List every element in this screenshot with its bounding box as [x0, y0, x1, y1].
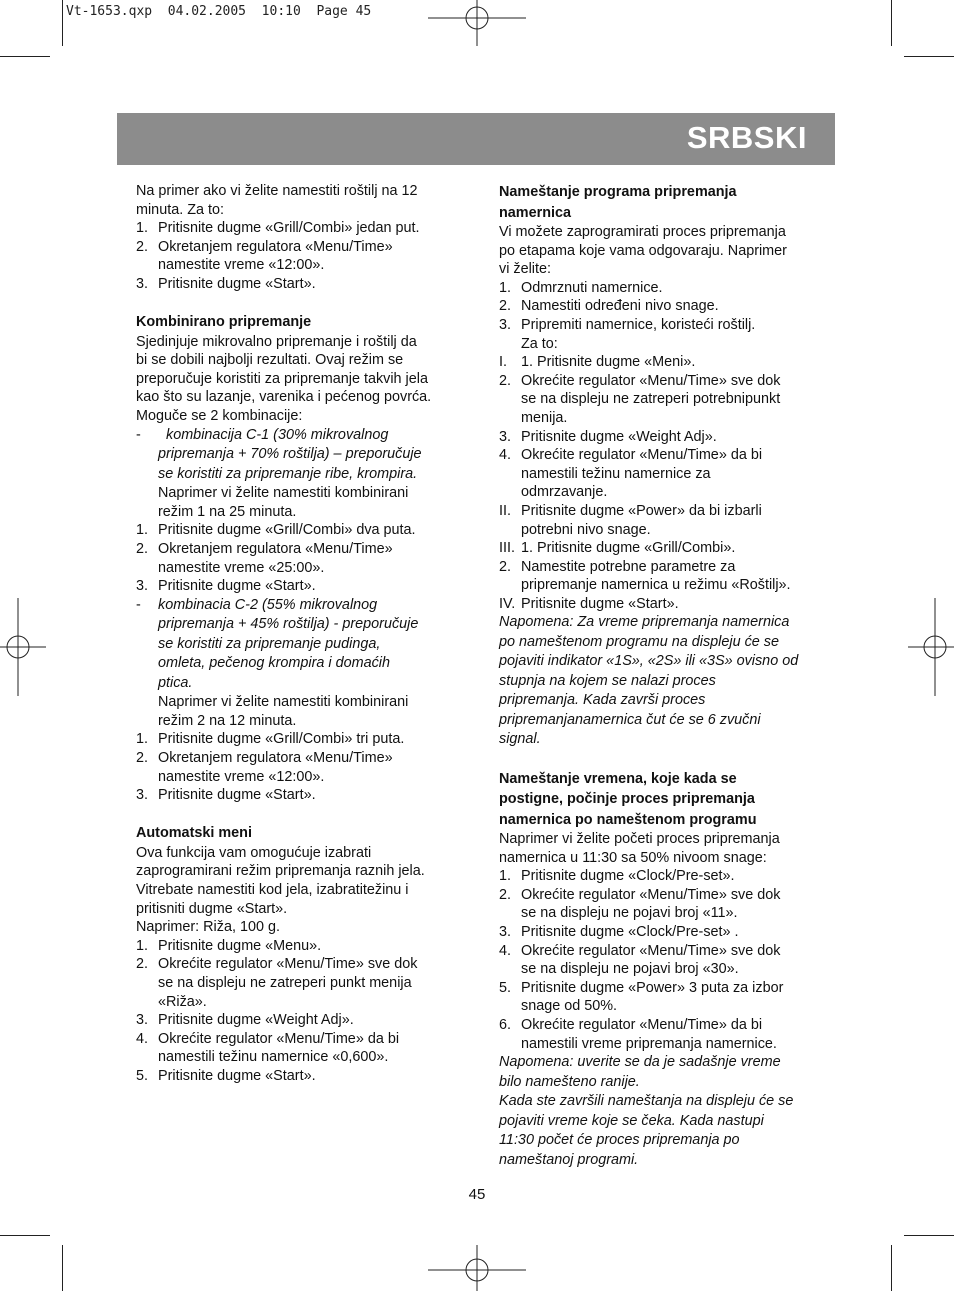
list-item: se na displeju ne zatreperi potrebnipunkt [521, 391, 781, 408]
list-item: 4. Okrećite regulator «Menu/Time» sve dok [499, 942, 781, 959]
list-item: 2. Namestiti određeni nivo snage. [499, 298, 719, 315]
combination-c2: - kombinacia C-2 (55% mikrovalnog pripremanja + 45% roštilja) - preporučuje se koristiti za pripremanje pudinga, omleta, pečenog krompira i domaćih ptica. [136, 596, 419, 691]
registration-mark-icon [428, 0, 526, 46]
registration-mark-icon [0, 598, 46, 696]
section-heading: Automatski meni [136, 825, 252, 842]
list-item: namestili težinu namernice za [521, 465, 711, 482]
list-item: 2. Namestite potrebne parametre za [499, 558, 736, 575]
list-item: se na displeju ne zatreperi punkt menija [158, 975, 412, 991]
list-item: 2. Okrećite regulator «Menu/Time» sve dok [499, 372, 781, 389]
list-item: 4. Okrećite regulator «Menu/Time» da bi [136, 1030, 400, 1047]
prog-text: Vi možete zaprogramirati proces pripremanja po etapama koje vama odgovaraju. Naprimer vi želite: [499, 224, 787, 278]
list-item: namestite vreme «25:00». [158, 559, 325, 576]
list-item: 1. Pritisnite dugme «Clock/Pre-set». [499, 868, 735, 885]
note-program: Napomena: Za vreme pripremanja namernica po nameštenom programu na displeju će se pojaviti indikator «1S», «2S» ili «3S» ovisno od stupnja na kojem se nalazi proces pripremanja. Kada završi proces pripremanjanamernica čut će se 6 zvučni signal. [499, 614, 799, 748]
banner-title: SRBSKI [686, 120, 807, 155]
steps-list-2 [136, 521, 458, 595]
section-heading: Kombinirano pripremanje [136, 314, 312, 331]
steps-list-3 [136, 730, 458, 804]
text-line: Na primer ako vi želite namestiti roštilj na 12 [136, 183, 418, 199]
auto-text: Ova funkcija vam omogućuje izabrati zaprogramirani režim pripremanja raznih jela. Vitrebate namestiti kod jela, izabratitežinu i pritisniti dugme «Start». Naprimer: Riža, 100 g. [136, 844, 425, 936]
list-item: Za to: [521, 335, 558, 352]
print-slug: Vt-1653.qxp 04.02.2005 10:10 Page 45 [66, 4, 372, 19]
crop-mark [0, 56, 50, 57]
intro-text [136, 182, 458, 219]
right-column [499, 182, 819, 1170]
combination-c1: - kombinacija C-1 (30% mikrovalnog pripremanja + 70% roštilja) – preporučuje se koristiti za pripremanje ribe, krompira. [136, 426, 422, 482]
program-steps-list [499, 279, 819, 614]
list-item: namestili vreme pripremanja namernice. [521, 1035, 777, 1052]
list-item: pripremanje namernica u režimu «Roštilj». [521, 577, 791, 594]
text-line: minuta. Za to: [136, 201, 224, 218]
section-heading: Nameštanje vremena, koje kada se [499, 770, 737, 787]
list-item: se na displeju ne pojavi broj «11». [521, 905, 738, 922]
crop-mark [62, 0, 63, 46]
crop-mark [904, 56, 954, 57]
list-item: 1. Odmrznuti namernice. [499, 279, 663, 296]
list-item: snage od 50%. [521, 998, 618, 1015]
list-item: 3. Pripremiti namernice, koristeći roštilj. [499, 316, 756, 333]
list-item: 3. Pritisnite dugme «Weight Adj». [136, 1012, 354, 1029]
section-heading: postigne, počinje proces pripremanja [499, 791, 755, 808]
section-heading: namernica [499, 204, 571, 221]
language-banner [117, 113, 835, 165]
list-item: «Riža». [158, 993, 207, 1010]
list-item: 5. Pritisnite dugme «Start». [136, 1067, 316, 1084]
list-item: 1. Pritisnite dugme «Menu». [136, 937, 322, 954]
list-item: se na displeju ne pojavi broj «30». [521, 961, 739, 978]
list-item: II. Pritisnite dugme «Power» da bi izbarli [499, 502, 762, 519]
note-time: Napomena: uverite se da je sadašnje vreme bilo namešteno ranije. Kada ste završili nameštanja na displeju će se pojaviti vreme koje se čeka. Kada nastupi 11:30 počet će proces pripremanja po nameštanoj programi. [499, 1054, 794, 1168]
list-item: 1. Pritisnite dugme «Grill/Combi» jedan put. [136, 220, 420, 237]
registration-mark-icon [908, 598, 954, 696]
list-item: 4. Okrećite regulator «Menu/Time» da bi [499, 447, 763, 464]
time-steps-list [499, 867, 819, 1053]
list-item: 6. Okrećite regulator «Menu/Time» da bi [499, 1017, 763, 1033]
time-text: Naprimer vi želite početi proces pripremanja namernica u 11:30 sa 50% nivoom snage: [499, 831, 780, 866]
registration-mark-icon [428, 1245, 526, 1291]
steps-list-1 [136, 219, 458, 293]
crop-mark [62, 1245, 63, 1291]
list-item: 5. Pritisnite dugme «Power» 3 puta za izbor [499, 979, 784, 996]
steps-list-4 [136, 937, 458, 1086]
section-heading: namernica po nameštenom programu [499, 811, 757, 828]
list-item: 2. Okrećite regulator «Menu/Time» sve dok [499, 886, 781, 903]
crop-mark [891, 1245, 892, 1291]
crop-mark [0, 1235, 50, 1236]
list-item: 1. Pritisnite dugme «Grill/Combi» tri puta. [136, 731, 405, 748]
list-item: namestili težinu namernice «0,600». [158, 1049, 389, 1066]
list-item: odmrzavanje. [521, 484, 608, 501]
list-item: 3. Pritisnite dugme «Weight Adj». [499, 428, 717, 445]
list-item: menija. [521, 409, 568, 426]
list-item: III. 1. Pritisnite dugme «Grill/Combi». [499, 540, 736, 557]
crop-mark [904, 1235, 954, 1236]
left-column: Na primer ako vi želite namestiti roštilj na 12 minuta. Za to: 1. Pritisnite dugme «Grill/Combi» jedan put. 2. Okretanjem regulatora «Menu/Time» namestite vreme «12:00». 3. Pritisnite dugme «Start». Kombinirano pripremanje Sjedinjuje mikrovalno pripremanje i roštilj da bi se dobili najbolji rezultati. Ovaj režim se preporučuje koristiti za pripremanje takvih jela kao što su lazanje, varenika i pećenog povrća. Moguče se 2 kombinacije: - kombinacija C-1 (30% mikrovalnog pripremanja + 70% roštilja) – preporučuje se koristiti za pripremanje ribe, krompira. Naprimer vi želite namestiti kombinirani režim 1 na 25 minuta. 1. Pritisnite dugme «Grill/Combi» dva puta. 2. Okretanjem regulatora «Menu/Time» namestite vreme «25:00». 3. Pritisnite dugme «Start». - kombinacia C-2 (55% mikrovalnog pripremanja + 45% roštilja) - preporučuje se koristiti za pripremanje pudinga, omleta, pečenog krompira i domaćih ptica. Naprimer vi želite namestiti kombinirani režim 2 na 12 minuta. 1. Pritisnite dugme «Grill/Combi» tri puta. 2. Okretanjem regulatora «Menu/Time» namestite vreme «12:00». 3. Pritisnite dugme «Start». Automatski meni Ova funkcija vam omogućuje izabrati zaprogramirani režim pripremanja raznih jela. Vitrebate namestiti kod jela, izabratitežinu i pritisniti dugme «Start». Naprimer: Riža, 100 g. 1. Pritisnite dugme «Menu». 2. Okrećite regulator «Menu/Time» sve dok se na displeju ne zatreperi punkt menija «Riža». 3. Pritisnite dugme «Weight Adj». 4. Okrećite regulator «Menu/Time» da bi namestili težinu namernice «0,600». 5. Pritisnite dugme «Start». [136, 182, 458, 1086]
list-item: 2. Okrećite regulator «Menu/Time» sve dok [136, 956, 418, 973]
list-item: 2. Okretanjem regulatora «Menu/Time» [136, 238, 393, 255]
list-item: I. 1. Pritisnite dugme «Meni». [499, 354, 696, 371]
page-number: 45 [468, 1186, 486, 1203]
crop-mark [891, 0, 892, 46]
section-heading: Nameštanje programa pripremanja [499, 184, 737, 200]
combo-text: Sjedinjuje mikrovalno pripremanje i roštilj da bi se dobili najbolji rezultati. Ovaj režim se preporučuje koristiti za pripremanje takvih jela kao što su lazanje, varenika i pećenog povrća. Moguče se 2 kombinacije: [136, 333, 432, 425]
list-item: IV. Pritisnite dugme «Start». [499, 595, 679, 612]
list-item: potrebni nivo snage. [521, 521, 651, 538]
list-item: 3. Pritisnite dugme «Clock/Pre-set» . [499, 924, 739, 941]
list-item: 3. Pritisnite dugme «Start». [136, 275, 316, 292]
list-item: namestite vreme «12:00». [158, 768, 325, 785]
list-item: 3. Pritisnite dugme «Start». [136, 578, 316, 595]
list-item: 2. Okretanjem regulatora «Menu/Time» [136, 749, 393, 766]
list-item: namestite vreme «12:00». [158, 257, 325, 274]
list-item: 3. Pritisnite dugme «Start». [136, 787, 316, 804]
list-item: 1. Pritisnite dugme «Grill/Combi» dva puta. [136, 522, 416, 539]
list-item: 2. Okretanjem regulatora «Menu/Time» [136, 540, 393, 557]
